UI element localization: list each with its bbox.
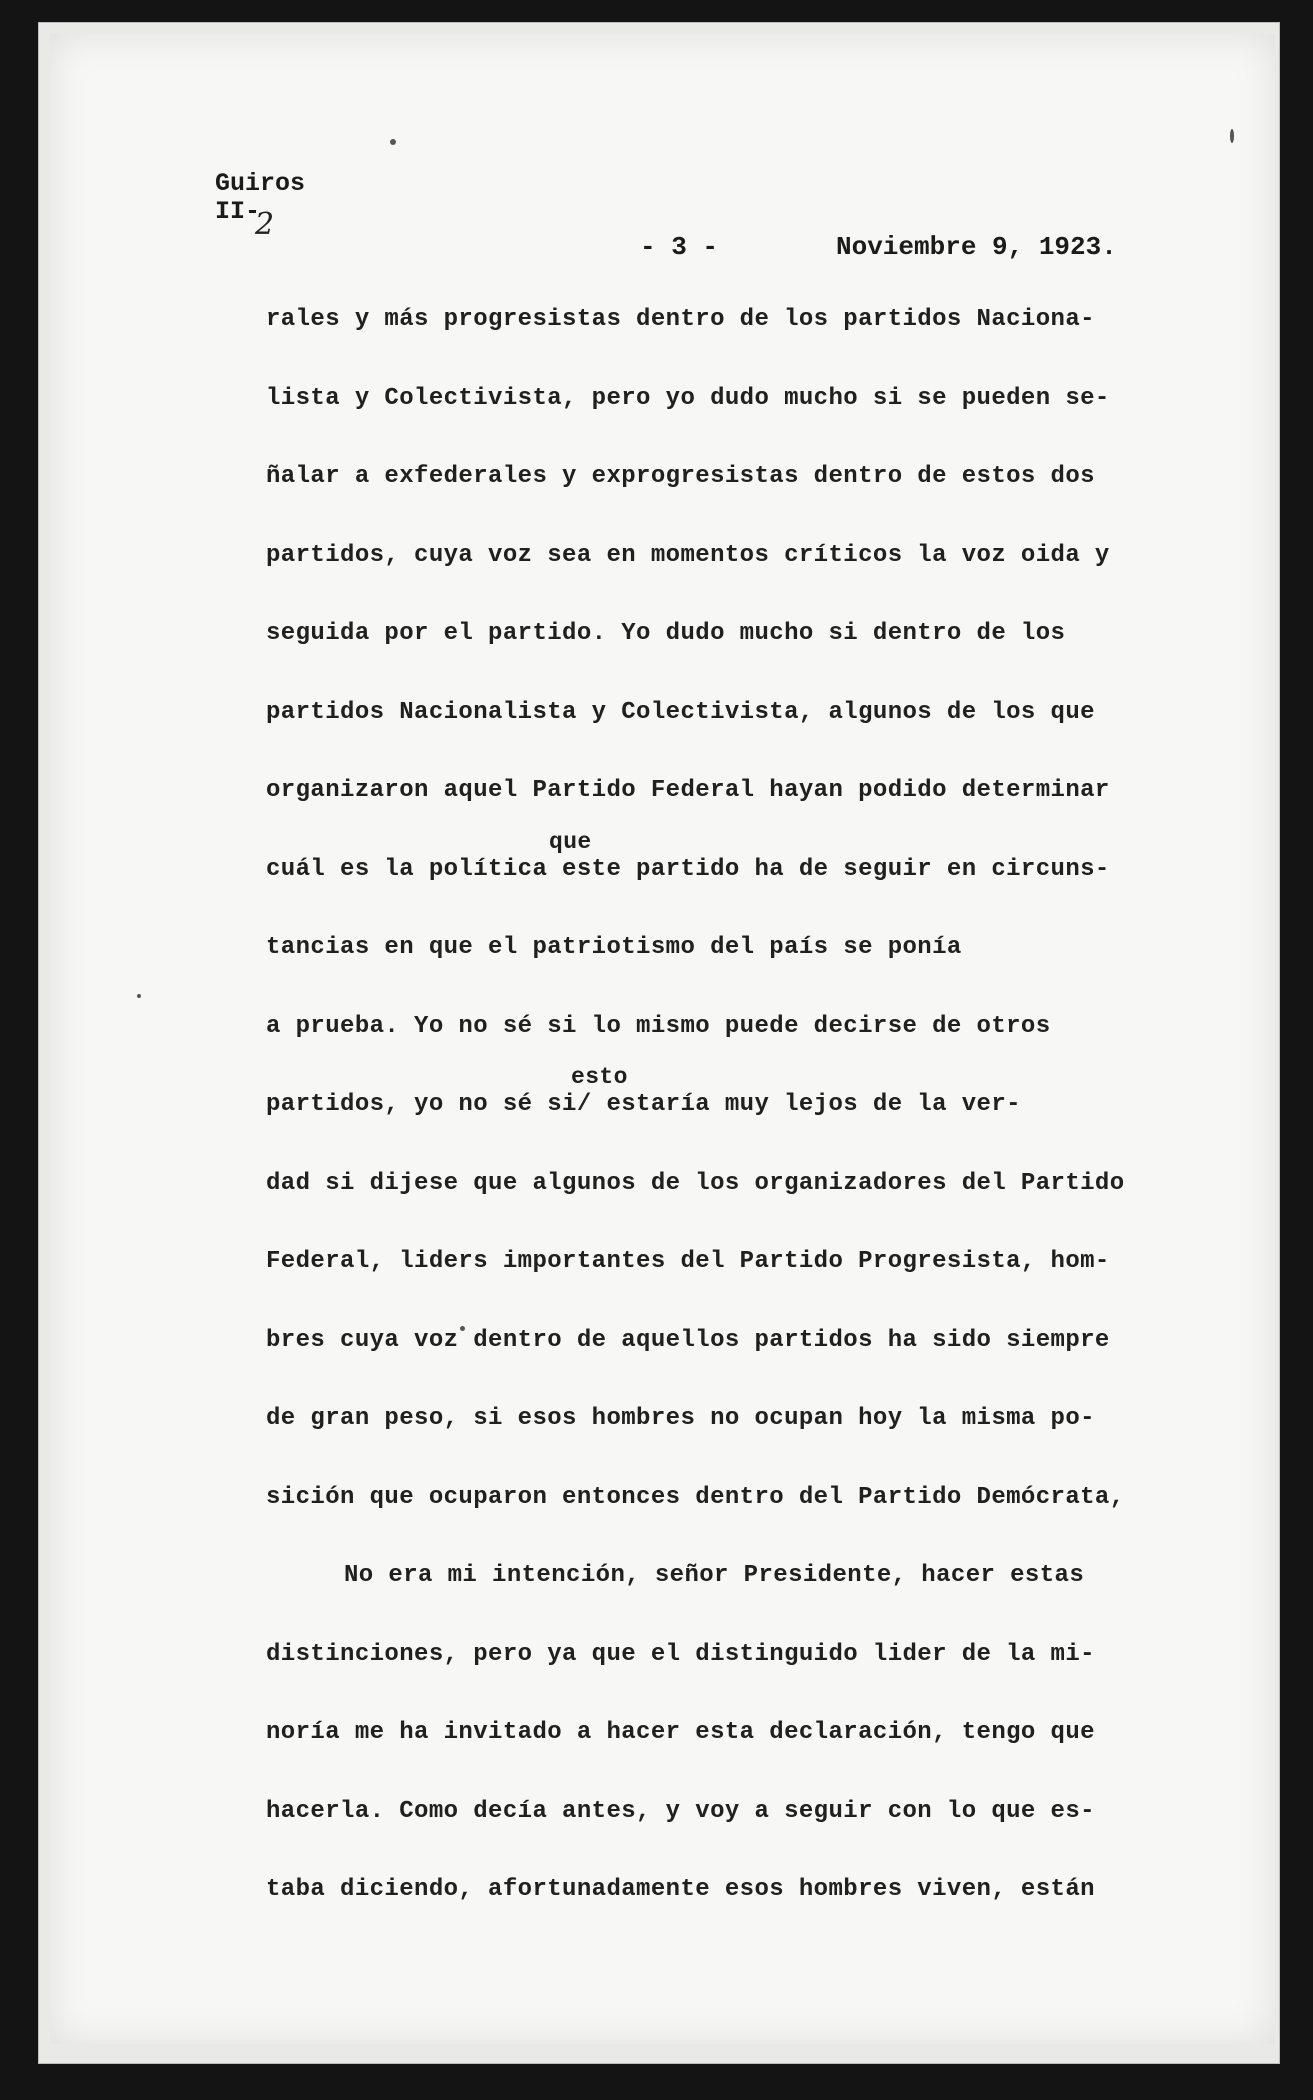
text-line: partidos, cuya voz sea en momentos críticos la voz oida y <box>266 541 1110 569</box>
text-line: dad si dijese que algunos de los organizadores del Partido <box>266 1169 1125 1197</box>
text-line: bres cuya voz dentro de aquellos partidos ha sido siempre <box>266 1326 1110 1354</box>
paper-speck <box>1230 129 1234 143</box>
text-line: partidos Nacionalista y Colectivista, algunos de los que <box>266 698 1095 726</box>
text-line: de gran peso, si esos hombres no ocupan hoy la misma po- <box>266 1405 1095 1432</box>
text-line: seguida por el partido. Yo dudo mucho si dentro de los <box>266 620 1066 647</box>
text-line: noría me ha invitado a hacer esta declaración, tengo que <box>266 1719 1095 1746</box>
page-number: - 3 - <box>640 232 719 262</box>
text-line: Federal, liders importantes del Partido Progresista, hom- <box>266 1248 1110 1275</box>
interlinear-insertion: esto <box>571 1064 628 1090</box>
paper-speck <box>390 139 396 145</box>
paragraph-start-line: No era mi intención, señor Presidente, hacer estas <box>344 1562 1085 1589</box>
text-line-content: partidos, yo no sé si/ estaría muy lejos de la ver- <box>266 1091 1021 1118</box>
text-line: a prueba. Yo no sé si lo mismo puede decirse de otros <box>266 1012 1051 1040</box>
text-line: tancias en que el patriotismo del país se ponía <box>266 934 962 961</box>
text-line: hacerla. Como decía antes, y voy a seguir con lo que es- <box>266 1797 1095 1825</box>
speaker-name: Guiros <box>215 169 306 198</box>
handwritten-annotation: 2 <box>255 207 275 242</box>
text-line-with-insertion <box>266 1064 1206 1169</box>
text-line: sición que ocuparon entonces dentro del Partido Demócrata, <box>266 1483 1125 1511</box>
text-line-with-insertion <box>266 828 1206 934</box>
typed-body-text <box>266 305 1206 1954</box>
interlinear-insertion: que <box>549 828 592 855</box>
text-line: taba diciendo, afortunadamente esos hombres viven, están <box>266 1876 1095 1903</box>
text-line: lista y Colectivista, pero yo dudo mucho si se pueden se- <box>266 384 1110 412</box>
text-line: rales y más progresistas dentro de los partidos Naciona- <box>266 306 1095 333</box>
text-line: organizaron aquel Partido Federal hayan podido determinar <box>266 777 1110 804</box>
text-line: distinciones, pero ya que el distinguido lider de la mi- <box>266 1640 1095 1668</box>
section-code: II- <box>215 197 261 226</box>
paper-speck <box>137 994 141 998</box>
text-line: ñalar a exfederales y exprogresistas dentro de estos dos <box>266 463 1095 490</box>
document-date: Noviembre 9, 1923. <box>836 232 1117 262</box>
text-line-content: cuál es la política este partido ha de seguir en circuns- <box>266 855 1110 883</box>
